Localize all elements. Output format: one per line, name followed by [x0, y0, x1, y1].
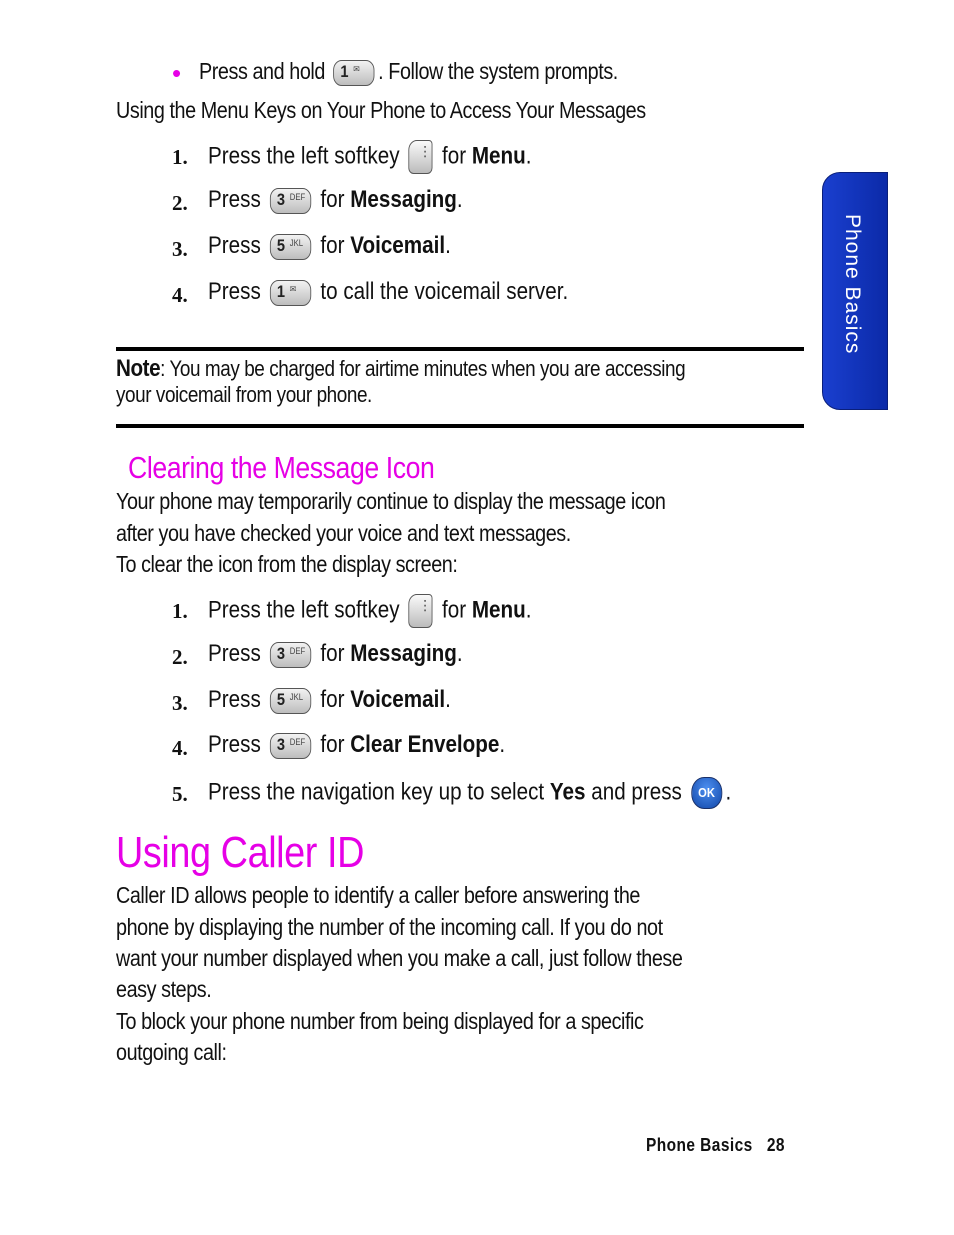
note-label: Note: [116, 355, 161, 382]
caller-id-line-4: easy steps.: [116, 976, 212, 1002]
step-number: 5.: [172, 782, 188, 806]
note-top-rule: [116, 347, 804, 351]
step-number: 3.: [172, 691, 188, 715]
step-number: 4.: [172, 283, 188, 307]
bullet-icon: •: [172, 58, 182, 88]
step-number: 3.: [172, 237, 188, 261]
menu-step-1: Press the left softkey ⋮ for Menu.: [208, 140, 584, 174]
clear-para-line-1: Your phone may temporarily continue to display the message icon: [116, 488, 666, 514]
step-number: 4.: [172, 736, 188, 760]
caller-id-line-1: Caller ID allows people to identify a caller before answering the: [116, 882, 640, 908]
step-number: 2.: [172, 645, 188, 669]
clear-para-line-2: after you have checked your voice and text messages.: [116, 520, 571, 546]
note-line-2: your voicemail from your phone.: [116, 382, 372, 407]
caller-id-line-6: outgoing call:: [116, 1039, 227, 1065]
step-number: 2.: [172, 191, 188, 215]
clear-step-4: Press 3 DEF for Clear Envelope.: [208, 731, 506, 758]
step-number: 1.: [172, 145, 188, 169]
clear-step-5: Press the navigation key up to select Yes and press OK .: [208, 777, 816, 809]
page-number: 28: [766, 1135, 785, 1155]
bullet-step-after: . Follow the system prompts.: [378, 58, 618, 84]
menu-step-4: Press 1 ✉ to call the voicemail server.: [208, 278, 569, 305]
ok-key-icon: OK: [691, 777, 722, 809]
caller-id-line-2: phone by displaying the number of the incoming call. If you do not: [116, 914, 663, 940]
key-3-icon: 3 DEF: [270, 642, 311, 668]
note-bottom-rule: [116, 424, 804, 428]
caller-id-line-5: To block your phone number from being displayed for a specific: [116, 1008, 644, 1034]
key-3-icon: 3 DEF: [270, 733, 311, 759]
key-5-icon: 5 JKL: [270, 688, 311, 714]
clear-para-2: To clear the icon from the display screen:: [116, 551, 458, 577]
clear-section-title: Clearing the Message Icon: [128, 450, 435, 485]
menu-step-2: Press 3 DEF for Messaging.: [208, 186, 463, 213]
key-3-icon: 3 DEF: [270, 188, 311, 214]
bullet-step-text: Press and hold: [199, 58, 325, 84]
step-number: 1.: [172, 599, 188, 623]
note-line-1: Note: You may be charged for airtime minutes when you are accessing: [116, 355, 686, 382]
clear-step-1: Press the left softkey ⋮ for Menu.: [208, 594, 584, 628]
left-softkey-icon: ⋮: [409, 594, 433, 628]
bullet-step: [199, 58, 686, 86]
clear-step-3: Press 5 JKL for Voicemail.: [208, 686, 451, 713]
section-tab-label: Phone Basics: [841, 214, 864, 355]
menu-section-title: Using the Menu Keys on Your Phone to Access Your Messages: [116, 97, 646, 123]
key-1-icon: 1 ✉: [333, 60, 374, 86]
key-1-icon: 1 ✉: [270, 280, 311, 306]
footer-section: Phone Basics: [646, 1135, 753, 1155]
clear-step-2: Press 3 DEF for Messaging.: [208, 640, 463, 667]
key-5-icon: 5 JKL: [270, 234, 311, 260]
page-footer: [646, 1135, 808, 1156]
caller-id-line-3: want your number displayed when you make a call, just follow these: [116, 945, 683, 971]
caller-id-title: Using Caller ID: [116, 828, 365, 877]
left-softkey-icon: ⋮: [409, 140, 433, 174]
menu-step-3: Press 5 JKL for Voicemail.: [208, 232, 451, 259]
